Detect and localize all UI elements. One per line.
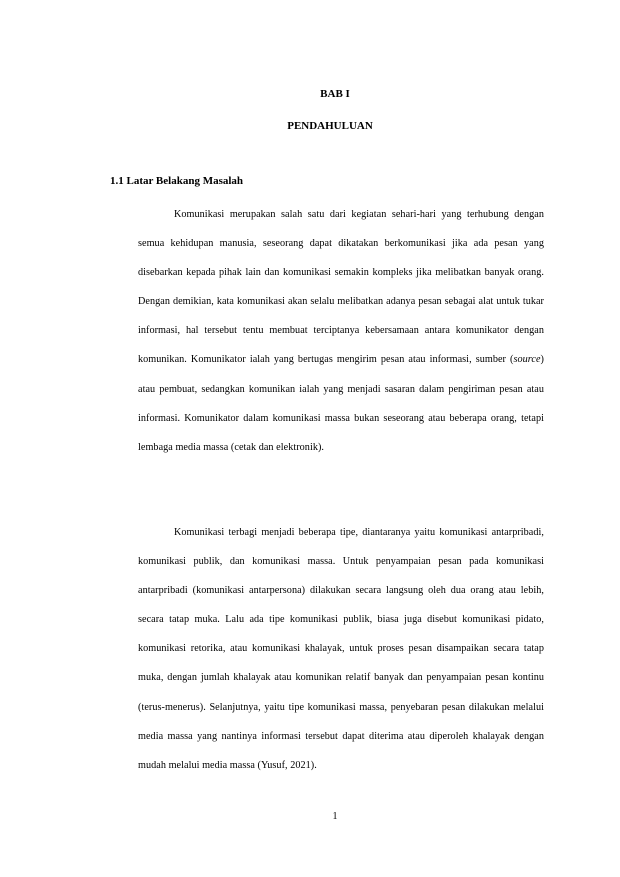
section-heading: 1.1 Latar Belakang Masalah [110,175,244,187]
paragraph-1-text-end: ) atau pembuat, sedangkan komunikan ialah yang menjadi sasaran dalam pengiriman pesan atau informasi. Komunikator dalam komunikasi massa bukan seseorang atau beberapa orang, tetapi lembaga media massa (cetak dan elektronik). [138,354,544,453]
body-paragraph-1 [138,200,544,462]
paragraph-1-text-start: Komunikasi merupakan salah satu dari kegiatan sehari-hari yang terhubung dengan semua kehidupan manusia, seseorang dapat dikatakan berkomunikasi jika ada pesan yang disebarkan kepada pihak lain dan komunikasi semakin kompleks jika melibatkan banyak orang. Dengan demikian, kata komunikasi akan selalu melibatkan adanya pesan sebagai alat untuk tukar informasi, hal tersebut tentu membuat terciptanya kebersamaan antara komunikator dengan komunikan. Komunikator ialah yang bertugas mengirim pesan atau informasi, sumber ( [138,209,544,366]
page-number: 1 [332,811,338,822]
chapter-title: PENDAHULUAN [287,120,373,132]
chapter-number: BAB I [320,88,350,100]
italic-term: source [513,354,541,366]
body-paragraph-2: Komunikasi terbagi menjadi beberapa tipe, diantaranya yaitu komunikasi antarpribadi, komunikasi publik, dan komunikasi massa. Untuk penyampaian pesan pada komunikasi antarpribadi (komunikasi antarpersona) dilakukan secara langsung oleh dua orang atau lebih, secara tatap muka. Lalu ada tipe komunikasi publik, biasa juga disebut komunikasi pidato, komunikasi retorika, atau komunikasi khalayak, untuk proses pesan disampaikan secara tatap muka, dengan jumlah khalayak atau komunikan relatif banyak dan penyampaian pesan kontinu (terus-menerus). Selanjutnya, yaitu tipe komunikasi massa, penyebaran pesan dilakukan melalui media massa yang nantinya informasi tersebut dapat diterima atau diperoleh khalayak dengan mudah melalui media massa (Yusuf, 2021). [138,527,544,771]
